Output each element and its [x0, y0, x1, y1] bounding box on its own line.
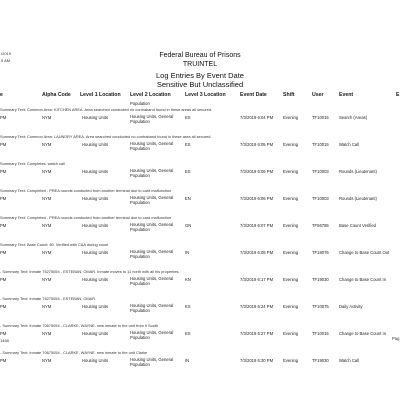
column-header-e-right: E — [396, 92, 400, 98]
entry-level3: IN — [185, 358, 190, 363]
entry-user: TF10015 — [312, 115, 329, 120]
entry-e: PM — [0, 304, 7, 309]
entry-level2: Housing Units, General Population — [130, 276, 174, 286]
entry-alpha-code: NYM — [42, 304, 52, 309]
entry-user: TF10003 — [312, 169, 329, 174]
entry-alpha-code: NYM — [42, 223, 52, 228]
entry-level1: Housing Units — [82, 115, 109, 120]
entry-event-date: 7/3/2019 6:07 PM — [240, 223, 274, 228]
entry-user: TF10075 — [312, 304, 329, 309]
entry-event-date: 7/3/2019 6:05 PM — [240, 142, 274, 147]
entry-event-date: 7/3/2019 6:06 PM — [240, 196, 274, 201]
entry-level2: Housing Units, General Population — [130, 222, 174, 232]
summary-text: Summary Text: Base Count: 80. Verified with C&A during count — [0, 242, 109, 247]
entry-event: Base Count Verified — [339, 223, 377, 228]
summary-text: Summary Text: Common Area: KITCHEN AREA. Area searched conducted no contraband found in these areas all secured. — [0, 107, 213, 112]
column-header-row — [0, 92, 400, 102]
entry-level1: Housing Units — [82, 169, 109, 174]
entry-e: PM — [0, 169, 7, 174]
column-header-level3: Level 3 Location — [185, 92, 226, 98]
column-header-level1: Level 1 Location — [80, 92, 121, 98]
entry-level3: ES — [185, 331, 191, 336]
summary-text: - Summary Text: Inmate 70675054 - CLARKE, WAYNE. new inmate to the unit Clarke — [0, 350, 148, 355]
entry-alpha-code: NYM — [42, 142, 52, 147]
entry-level1: Housing Units — [82, 277, 109, 282]
entry-alpha-code: NYM — [42, 277, 52, 282]
entry-user: TF10003 — [312, 196, 329, 201]
entry-e: PM — [0, 277, 7, 282]
summary-text: Summary Text: Common Area: LAUNDRY AREA. Area searched conducted no contraband found in these area all secured. — [0, 134, 212, 139]
entry-level3: ES — [185, 169, 191, 174]
entry-user: TF56785 — [312, 223, 329, 228]
entry-level2: Housing Units, General Population — [130, 114, 174, 124]
footer-number: 1468 — [0, 338, 9, 343]
summary-text: - Summary Text: Inmate 76275054 - ESTEBAN, OMAR. — [0, 296, 97, 301]
entry-level2: Housing Units, General Population — [130, 357, 174, 367]
summary-text: - Summary Text: Inmate 70675054 - CLARKE, WAYNE. new inmate to the unit from 9 South — [0, 323, 159, 328]
column-header-event: Event — [339, 92, 354, 98]
entry-user: TF19030 — [312, 358, 329, 363]
entry-level2: Housing Units, General Population — [130, 303, 174, 313]
entry-level3: EN — [185, 196, 191, 201]
entry-event-date: 7/3/2019 6:24 PM — [240, 304, 274, 309]
entry-level3: IN — [185, 250, 190, 255]
entry-level1: Housing Units — [82, 331, 109, 336]
entry-event: Change to Base Count In — [339, 331, 387, 336]
log-entry — [0, 295, 400, 322]
log-entry — [0, 322, 400, 349]
entry-user: TF19030 — [312, 277, 329, 282]
classification-label: Sensitive But Unclassified — [156, 80, 244, 89]
system-title: TRUINTEL — [182, 61, 218, 68]
entry-event: Rounds (Lieutenant) — [339, 169, 377, 174]
entry-event: Rounds (Lieutenant) — [339, 196, 377, 201]
entry-event: Watch Call — [339, 358, 360, 363]
log-entry — [0, 214, 400, 241]
entry-event: Search (Areas) — [339, 115, 368, 120]
entry-alpha-code: NYM — [42, 169, 52, 174]
column-header-shift: Shift — [283, 92, 295, 98]
entry-level2: Housing Units, General Population — [130, 330, 174, 340]
log-entry — [0, 106, 400, 133]
entry-shift: Evening — [283, 277, 299, 282]
entry-e: PM — [0, 223, 7, 228]
agency-title: Federal Bureau of Prisons — [159, 52, 241, 59]
summary-text: - Summary Text: Inmate 76275054 - ESTEBAN, OMAR. Inmate moves to 11 north with all his properties. — [0, 269, 180, 274]
entry-event-date: 7/3/2019 6:06 PM — [240, 169, 274, 174]
entry-shift: Evening — [283, 304, 299, 309]
entry-level2: Housing Units, General Population — [130, 141, 174, 151]
entry-e: PM — [0, 358, 7, 363]
entry-shift: Evening — [283, 250, 299, 255]
entry-level3: ES — [185, 304, 191, 309]
summary-text: Summary Text: Completes. watch call — [0, 161, 65, 166]
entry-shift: Evening — [283, 142, 299, 147]
entry-level1: Housing Units — [82, 196, 109, 201]
entry-shift: Evening — [283, 196, 299, 201]
entry-user: TF10015 — [312, 331, 329, 336]
entry-e: PM — [0, 142, 7, 147]
log-entry — [0, 268, 400, 295]
entry-e: PM — [0, 331, 7, 336]
entry-event: Change to Base Count Out — [339, 250, 390, 255]
entry-event: Change to Base Count In — [339, 277, 387, 282]
column-header-alpha-code: Alpha Code — [42, 92, 71, 98]
entry-e: PM — [0, 115, 7, 120]
log-entry — [0, 349, 400, 376]
entry-alpha-code: NYM — [42, 250, 52, 255]
entry-level1: Housing Units — [82, 304, 109, 309]
summary-text: Summary Text: Completed - PREA rounds conducted from another terminal due to card malfunction — [0, 188, 172, 193]
entry-event-date: 7/3/2019 6:17 PM — [240, 277, 274, 282]
entry-level3: ES — [185, 142, 191, 147]
entry-e: PM — [0, 250, 7, 255]
entry-level2: Housing Units, General Population — [130, 168, 174, 178]
entry-user: TF18076 — [312, 250, 329, 255]
entry-level3: GN — [185, 223, 192, 228]
log-entry — [0, 241, 400, 268]
log-entries — [0, 106, 400, 376]
summary-text: Summary Text: Completed - PREA rounds conducted from another terminal due to card malfunction — [0, 215, 172, 220]
entry-event-date: 7/3/2019 6:30 PM — [240, 358, 274, 363]
log-entry — [0, 133, 400, 160]
entry-event: Daily Activity — [339, 304, 363, 309]
entry-level1: Housing Units — [82, 223, 109, 228]
entry-shift: Evening — [283, 223, 299, 228]
entry-level1: Housing Units — [82, 250, 109, 255]
entry-level3: ES — [185, 115, 191, 120]
entry-user: TF10015 — [312, 142, 329, 147]
entry-level1: Housing Units — [82, 142, 109, 147]
entry-event-date: 7/3/2019 6:27 PM — [240, 331, 274, 336]
log-entry — [0, 187, 400, 214]
entry-event-date: 7/3/2019 6:04 PM — [240, 115, 274, 120]
footer-page-label: Pag — [392, 336, 400, 341]
entry-shift: Evening — [283, 169, 299, 174]
entry-alpha-code: NYM — [42, 358, 52, 363]
entry-level3: KN — [185, 277, 191, 282]
entry-e: PM — [0, 196, 7, 201]
report-date-stub: /2019 — [1, 51, 12, 56]
column-header-level2: Level 2 Location — [130, 92, 171, 98]
entry-alpha-code: NYM — [42, 115, 52, 120]
continued-population-text: Population — [130, 101, 150, 106]
entry-shift: Evening — [283, 331, 299, 336]
column-header-e: e — [0, 92, 3, 98]
entry-shift: Evening — [283, 358, 299, 363]
entry-level2: Housing Units, General Population — [130, 195, 174, 205]
report-time-stub: 5 AM — [1, 58, 11, 63]
entry-level2: Housing Units, General Population — [130, 249, 174, 259]
report-title: Log Entries By Event Date — [156, 71, 244, 80]
column-header-event-date: Event Date — [240, 92, 267, 98]
column-header-user: User — [312, 92, 324, 98]
entry-level1: Housing Units — [82, 358, 109, 363]
entry-shift: Evening — [283, 115, 299, 120]
entry-alpha-code: NYM — [42, 196, 52, 201]
entry-alpha-code: NYM — [42, 331, 52, 336]
entry-event-date: 7/3/2019 6:08 PM — [240, 250, 274, 255]
entry-event: Watch Call — [339, 142, 360, 147]
log-entry — [0, 160, 400, 187]
